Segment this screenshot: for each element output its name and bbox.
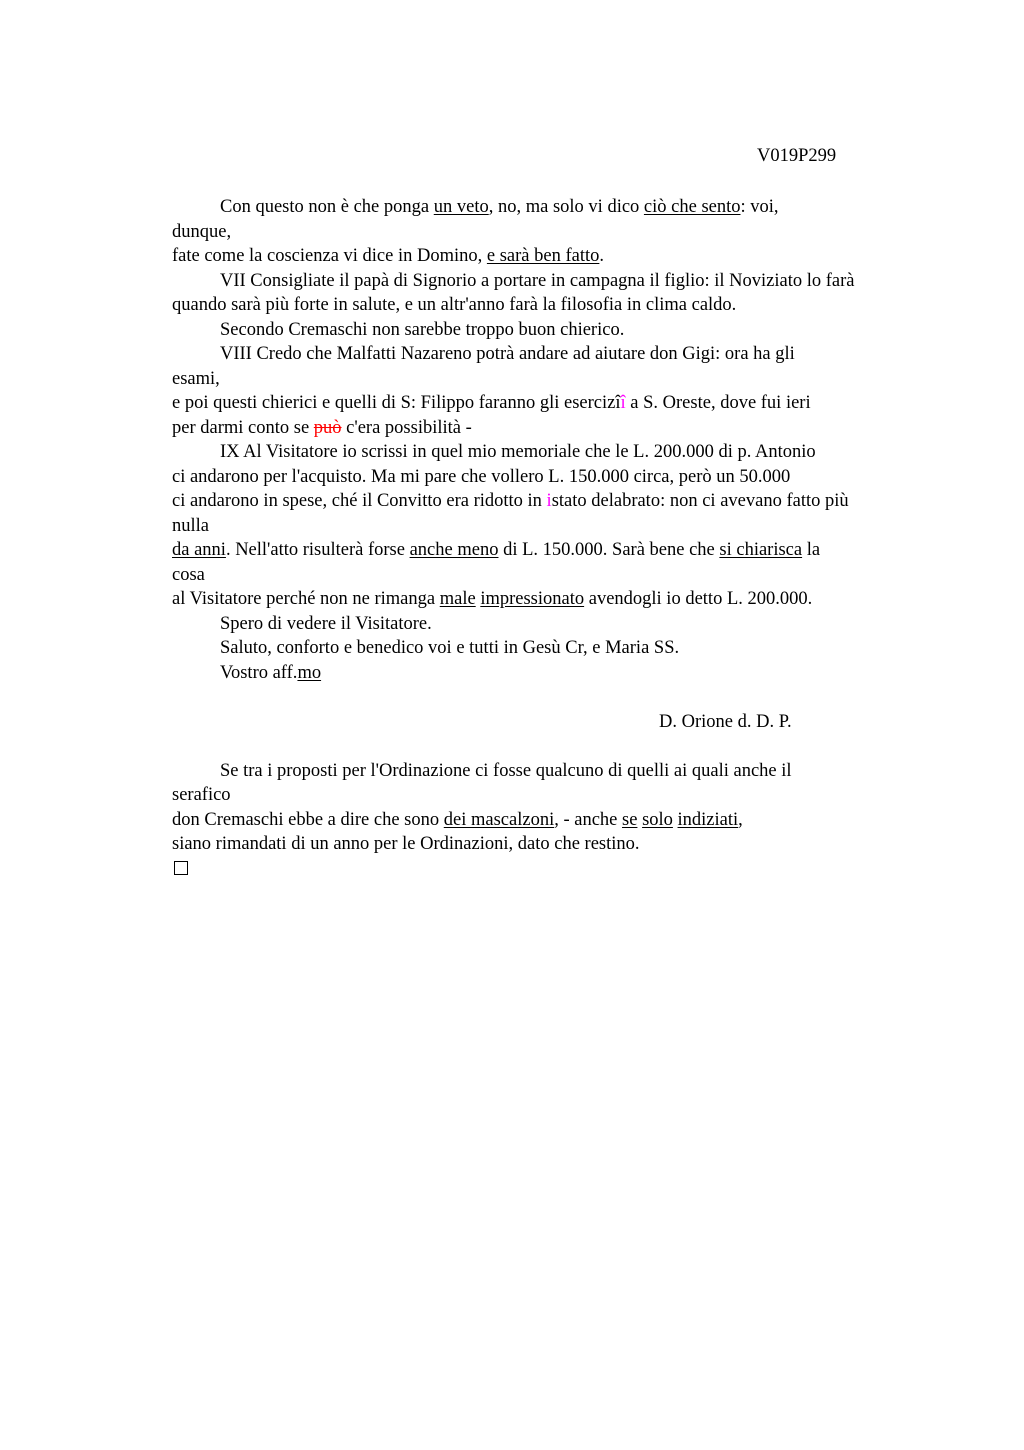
text-line [172,465,962,490]
text-line [172,342,962,367]
text-segment: ci andarono per l'acquisto. Ma mi pare che vollero L. 150.000 circa, però un 50.000 [172,466,791,487]
letter-body [172,195,962,881]
text-line [172,587,962,612]
end-marker-line [172,857,962,882]
text-segment: ci andarono in spese, ché il Convitto era ridotto in [172,491,547,511]
text-segment: fate come la coscienza vi dice in Domino, [172,246,487,266]
text-line [172,783,962,808]
text-segment: nulla [172,515,209,536]
text-segment: c'era possibilità - [341,417,472,438]
underlined-text: mo [297,662,322,683]
text-segment: VII Consigliate il papà di Signorio a portare in campagna il figlio: il Noviziato lo farà [220,270,855,291]
underlined-text: un veto [433,197,489,217]
text-segment: al Visitatore perché non ne rimanga [172,589,440,609]
text-segment: la [802,540,821,560]
text-segment: quando sarà più forte in salute, e un altr'anno farà la filosofia in clima caldo. [172,295,737,315]
text-line [172,514,962,539]
signature [172,710,962,735]
text-line [172,367,962,392]
underlined-text: indiziati [677,809,739,830]
text-line [172,538,962,563]
text-segment: Secondo Cremaschi non sarebbe troppo buon chierico. [220,319,625,340]
text-segment: dunque, [172,221,232,242]
text-segment: Se tra i proposti per l'Ordinazione ci fosse qualcuno di quelli ai quali anche il [220,760,792,781]
blank-line [172,734,962,759]
text-segment: avendogli io detto L. 200.000. [584,589,813,609]
text-segment: Spero di vedere il Visitatore. [220,613,432,634]
text-line [172,391,962,416]
inserted-text: i [546,491,552,511]
text-segment: , no, ma solo vi dico [488,197,644,217]
inserted-text: î [620,393,626,413]
text-line [172,318,962,343]
text-line [172,808,962,833]
text-segment: D. Orione d. D. P. [659,711,792,732]
text-segment: Vostro aff. [220,662,298,683]
text-segment: Con questo non è che ponga [220,197,434,217]
text-segment: di L. 150.000. Sarà bene che [498,540,720,560]
text-segment: e poi questi chierici e quelli di S: Filippo faranno gli esercizî [172,393,621,413]
text-line [172,440,962,465]
text-line [172,269,962,294]
underlined-text: impressionato [480,589,585,609]
text-segment: esami, [172,368,220,389]
text-segment: a S. Oreste, dove fui ieri [625,393,811,413]
page-reference: V019P299 [757,146,837,166]
text-segment: cosa [172,564,205,585]
text-segment: don Cremaschi ebbe a dire che sono [172,809,444,830]
text-segment: IX Al Visitatore io scrissi in quel mio memoriale che le L. 200.000 di p. Antonio [220,442,816,462]
text-segment: serafico [172,785,231,805]
text-segment: siano rimandati di un anno per le Ordinazioni, dato che restino. [172,834,640,854]
underlined-text: se [622,809,638,830]
text-segment: . [599,246,604,266]
text-segment: Saluto, conforto e benedico voi e tutti in Gesù Cr, e Maria SS. [220,638,680,658]
text-line [172,661,962,686]
text-line [172,220,962,245]
underlined-text: dei mascalzoni [443,809,555,830]
blank-line [172,685,962,710]
end-square-icon [174,861,188,875]
text-segment: per darmi conto se [172,417,314,438]
text-line [172,489,962,514]
text-segment: . Nell'atto risulterà forse [225,540,410,560]
text-segment: , [738,809,743,830]
text-line [172,563,962,588]
text-line [172,293,962,318]
underlined-text: male [439,589,476,609]
underlined-text: anche meno [409,540,499,560]
underlined-text: da anni [172,540,226,560]
deleted-text: può [313,417,342,438]
underlined-text: e sarà ben fatto [486,246,600,266]
text-segment: , - anche [554,809,623,830]
text-line [172,612,962,637]
underlined-text: solo [642,809,673,830]
text-line [172,195,962,220]
text-segment: : voi, [740,197,779,217]
text-line [172,636,962,661]
underlined-text: si chiarisca [719,540,803,560]
text-segment: VIII Credo che Malfatti Nazareno potrà andare ad aiutare don Gigi: ora ha gli [220,344,795,364]
text-segment: stato delabrato: non ci avevano fatto più [551,491,849,511]
underlined-text: ciò che sento [643,197,741,217]
text-line [172,759,962,784]
text-line [172,416,962,441]
text-line [172,832,962,857]
text-line [172,244,962,269]
